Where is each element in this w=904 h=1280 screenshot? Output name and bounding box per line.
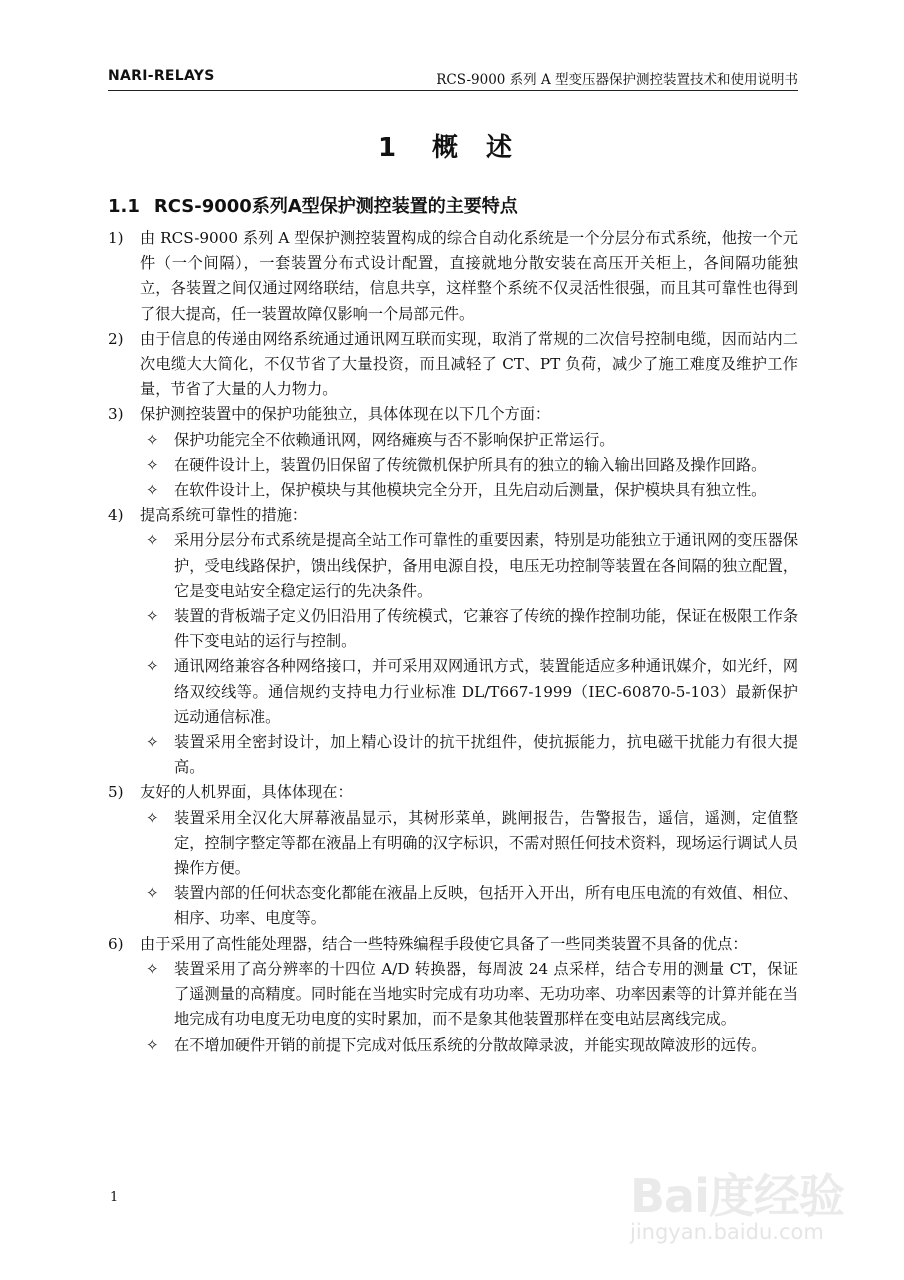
diamond-bullet-icon: ✧ (146, 430, 159, 449)
list-item (108, 503, 798, 528)
diamond-bullet-icon: ✧ (146, 531, 159, 550)
bullet-text: 在硬件设计上，装置仍旧保留了传统微机保护所具有的独立的输入输出回路及操作回路。 (174, 455, 767, 474)
bullet-text: 在软件设计上，保护模块与其他模块完全分开，且先启动后测量，保护模块具有独立性。 (174, 481, 767, 500)
bullet-text: 采用分层分布式系统是提高全站工作可靠性的重要因素，特别是功能独立于通讯网的变压器保护，受电线路保护，馈出线保护，备用电源自投，电压无功控制等装置在各间隔的独立配置，它是变电站安全稳定运行的先决条件。 (174, 531, 798, 600)
bullet-text: 保护功能完全不依赖通讯网，网络瘫痪与否不影响保护正常运行。 (174, 430, 615, 449)
bullet-item (108, 478, 798, 503)
list-item-number: 3) (108, 405, 124, 424)
list-item (108, 327, 798, 403)
bullet-item (108, 654, 798, 730)
list-item (108, 402, 798, 427)
list-item (108, 780, 798, 805)
watermark-logo: Bai度经验 (630, 1169, 844, 1223)
chapter-heading (0, 127, 904, 164)
bullet-item (108, 604, 798, 654)
list-item-text: 保护测控装置中的保护功能独立，具体体现在以下几个方面： (140, 405, 551, 424)
bullet-text: 装置的背板端子定义仍旧沿用了传统模式，它兼容了传统的操作控制功能，保证在极限工作条件下变电站的运行与控制。 (174, 607, 798, 651)
diamond-bullet-icon: ✧ (146, 959, 159, 978)
chapter-number: 1 (377, 133, 397, 163)
bullet-item (108, 428, 798, 453)
feature-list (108, 226, 798, 1058)
list-item-number: 6) (108, 934, 124, 953)
diamond-bullet-icon: ✧ (146, 808, 159, 827)
document-title: RCS-9000 系列 A 型变压器保护测控装置技术和使用说明书 (436, 72, 798, 88)
diamond-bullet-icon: ✧ (146, 481, 159, 500)
watermark-url: jingyan.baidu.com (630, 1220, 824, 1244)
bullet-text: 装置采用全密封设计，加上精心设计的抗干扰组件，使抗振能力，抗电磁干扰能力有很大提高。 (174, 733, 798, 777)
bullet-text: 装置采用了高分辨率的十四位 A/D 转换器，每周波 24 点采样，结合专用的测量 CT，保证了遥测量的高精度。同时能在当地实时完成有功功率、无功功率、功率因素等的计算并能在当地完成有功电度无功电度的实时累加，而不是象其他装置那样在变电站层离线完成。 (174, 959, 798, 1029)
page-header (108, 66, 798, 91)
section-number: 1.1 (108, 196, 140, 217)
diamond-bullet-icon: ✧ (146, 1035, 159, 1054)
diamond-bullet-icon: ✧ (146, 607, 159, 626)
list-item (108, 226, 798, 327)
bullet-item (108, 957, 798, 1033)
list-item-number: 2) (108, 329, 124, 348)
section-heading (108, 192, 518, 218)
bullet-text: 装置采用全汉化大屏幕液晶显示，其树形菜单，跳闸报告，告警报告，遥信，遥测，定值整定，控制字整定等都在液晶上有明确的汉字标识，不需对照任何技术资料，现场运行调试人员操作方便。 (174, 808, 798, 878)
list-item-number: 4) (108, 506, 124, 525)
list-item-text: 提高系统可靠性的措施： (140, 506, 308, 525)
list-item-text: 由 RCS-9000 系列 A 型保护测控装置构成的综合自动化系统是一个分层分布式系统，他按一个元件（一个间隔），一套装置分布式设计配置，直接就地分散安装在高压开关柜上，各间隔功能独立，各装置之间仅通过网络联结，信息共享，这样整个系统不仅灵活性很强，而且其可靠性也得到了很大提高，任一装置故障仅影响一个局部元件。 (140, 229, 798, 323)
bullet-text: 装置内部的任何状态变化都能在液晶上反映，包括开入开出，所有电压电流的有效值、相位、相序、功率、电度等。 (174, 884, 798, 928)
section-title: RCS-9000系列A型保护测控装置的主要特点 (153, 196, 518, 217)
chapter-title-char: 述 (486, 133, 513, 163)
bullet-item (108, 881, 798, 931)
bullet-text: 在不增加硬件开销的前提下完成对低压系统的分散故障录波，并能实现故障波形的远传。 (174, 1035, 767, 1054)
diamond-bullet-icon: ✧ (146, 884, 159, 903)
list-item-text: 友好的人机界面，具体体现在： (140, 783, 353, 802)
watermark (630, 1160, 880, 1255)
page-number: 1 (110, 1190, 119, 1205)
brand-logo-text: NARI-RELAYS (108, 68, 215, 84)
bullet-item (108, 528, 798, 604)
list-item-number: 5) (108, 783, 124, 802)
bullet-item (108, 1033, 798, 1058)
chapter-title-char: 概 (432, 133, 459, 163)
diamond-bullet-icon: ✧ (146, 733, 159, 752)
bullet-item (108, 806, 798, 882)
diamond-bullet-icon: ✧ (146, 657, 159, 676)
bullet-text: 通讯网络兼容各种网络接口，并可采用双网通讯方式，装置能适应多种通讯媒介，如光纤，网络双绞线等。通信规约支持电力行业标准 DL/T667-1999（IEC-60870-5-103）最新保护远动通信标准。 (174, 657, 798, 726)
list-item-text: 由于采用了高性能处理器，结合一些特殊编程手段使它具备了一些同类装置不具备的优点： (140, 934, 748, 953)
bullet-item (108, 730, 798, 780)
list-item-text: 由于信息的传递由网络系统通过通讯网互联而实现，取消了常规的二次信号控制电缆，因而站内二次电缆大大简化，不仅节省了大量投资，而且减轻了 CT、PT 负荷，减少了施工难度及维护工作量，节省了大量的人力物力。 (140, 329, 798, 399)
bullet-item (108, 453, 798, 478)
list-item-number: 1) (108, 229, 124, 247)
list-item (108, 932, 798, 957)
diamond-bullet-icon: ✧ (146, 455, 159, 474)
